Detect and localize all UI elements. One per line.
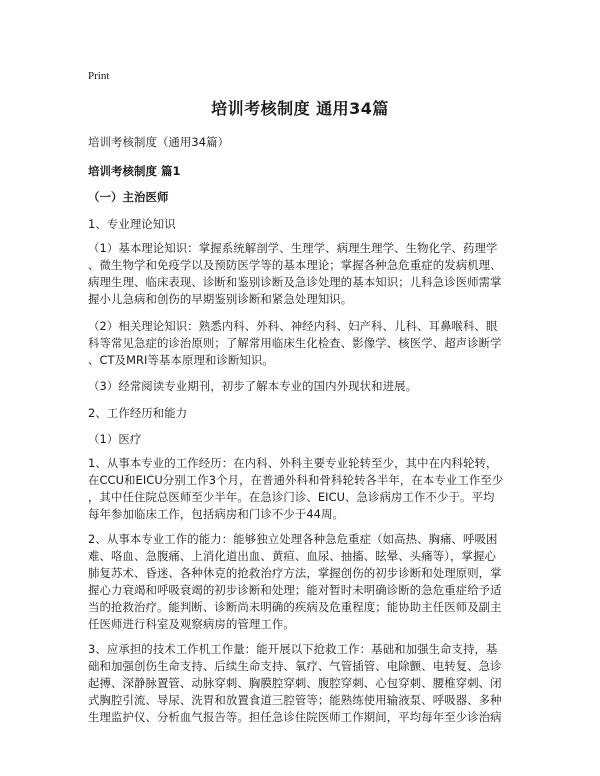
paragraph-line: 1、从事本专业的工作经历：在内科、外科主要专业轮转至少，其中在内科轮转，: [88, 456, 498, 470]
paragraph-line: ，其中任住院总医师至少半年。在急诊门诊、EICU、急诊病房工作不少于。平均: [88, 490, 495, 504]
item-heading: 1、专业理论知识: [88, 217, 176, 231]
paragraph-line: （2）相关理论知识：熟悉内科、外科、神经内科、妇产科、儿科、耳鼻喉科、眼: [88, 319, 498, 333]
paragraph-line: （3）经常阅读专业期刊，初步了解本专业的国内外现状和进展。: [88, 379, 418, 393]
section-heading: （一）主治医师: [88, 190, 169, 204]
paragraph-line: 起搏、深静脉置管、动脉穿刺、胸膜腔穿刺、腹腔穿刺、心包穿刺、腰椎穿刺、闭: [88, 676, 502, 690]
paragraph-line: 当的抢救治疗。能判断、诊断尚未明确的疾病及危重程度；能协助主任医师及副主: [88, 600, 502, 614]
paragraph-line: 生理监护仪、分析血气报告等。担任急诊住院医师工作期间，平均每年至少诊治病: [88, 710, 502, 724]
paragraph-line: 、CT及MRI等基本原理和诊断知识。: [88, 353, 274, 367]
paragraph-line: 在CCU和EICU分别工作3个月，在普通外科和骨科轮转各半年，在本专业工作至少: [88, 473, 504, 487]
paragraph-line: 、微生物学和免疫学以及预防医学等的基本理论；掌握各种急危重症的发病机理、: [88, 258, 502, 272]
item-heading: 2、工作经历和能力: [88, 406, 188, 420]
paragraph-line: 握心力衰竭和呼吸衰竭的初步诊断和处理；能对暂时未明确诊断的急危重症给予适: [88, 583, 502, 597]
print-label: Print: [88, 70, 110, 82]
paragraph-line: 任医师进行科室及观察病房的管理工作。: [88, 617, 295, 631]
paragraph-line: （1）基本理论知识：掌握系统解剖学、生理学、病理生理学、生物化学、药理学: [88, 241, 498, 255]
document-subtitle: 培训考核制度（通用34篇）: [88, 135, 230, 149]
paragraph-line: 肺复苏术、昏迷、各种休克的抢救治疗方法，掌握创伤的初步诊断和处理原则，掌: [88, 566, 502, 580]
paragraph-line: 难、咯血、急腹痛、上消化道出血、黄疸、血尿、抽搐、眩晕、头痛等），掌握心: [88, 549, 496, 563]
paragraph-line: 科等常见急症的诊治原则；了解常用临床生化检查、影像学、核医学、超声诊断学: [88, 336, 502, 350]
paragraph-line: 握小儿急病和创伤的早期鉴别诊断和紧急处理知识。: [88, 292, 353, 306]
paragraph-line: 式胸腔引流、导尿、洗胃和放置食道三腔管等；能熟练使用输液泵、呼吸器、多种: [88, 693, 502, 707]
page-title: 培训考核制度 通用34篇: [211, 99, 389, 118]
article-heading: 培训考核制度 篇1: [88, 164, 181, 178]
paragraph-line: 每年参加临床工作，包括病房和门诊不少于44周。: [88, 507, 344, 521]
paragraph-line: 础和加强创伤生命支持、后续生命支持、氧疗、气管插管、电除颤、电转复、急诊: [88, 659, 502, 673]
paragraph-line: 3、应承担的技术工作机工作量：能开展以下抢救工作：基础和加强生命支持，基: [88, 642, 498, 656]
sub-heading: （1）医疗: [88, 432, 142, 446]
paragraph-line: 病理生理、临床表现、诊断和鉴别诊断及急诊处理的基本知识；儿科急诊医师需掌: [88, 275, 502, 289]
paragraph-line: 2、从事本专业工作的能力：能够独立处理各种急危重症（如高热、胸痛、呼吸困: [88, 532, 498, 546]
